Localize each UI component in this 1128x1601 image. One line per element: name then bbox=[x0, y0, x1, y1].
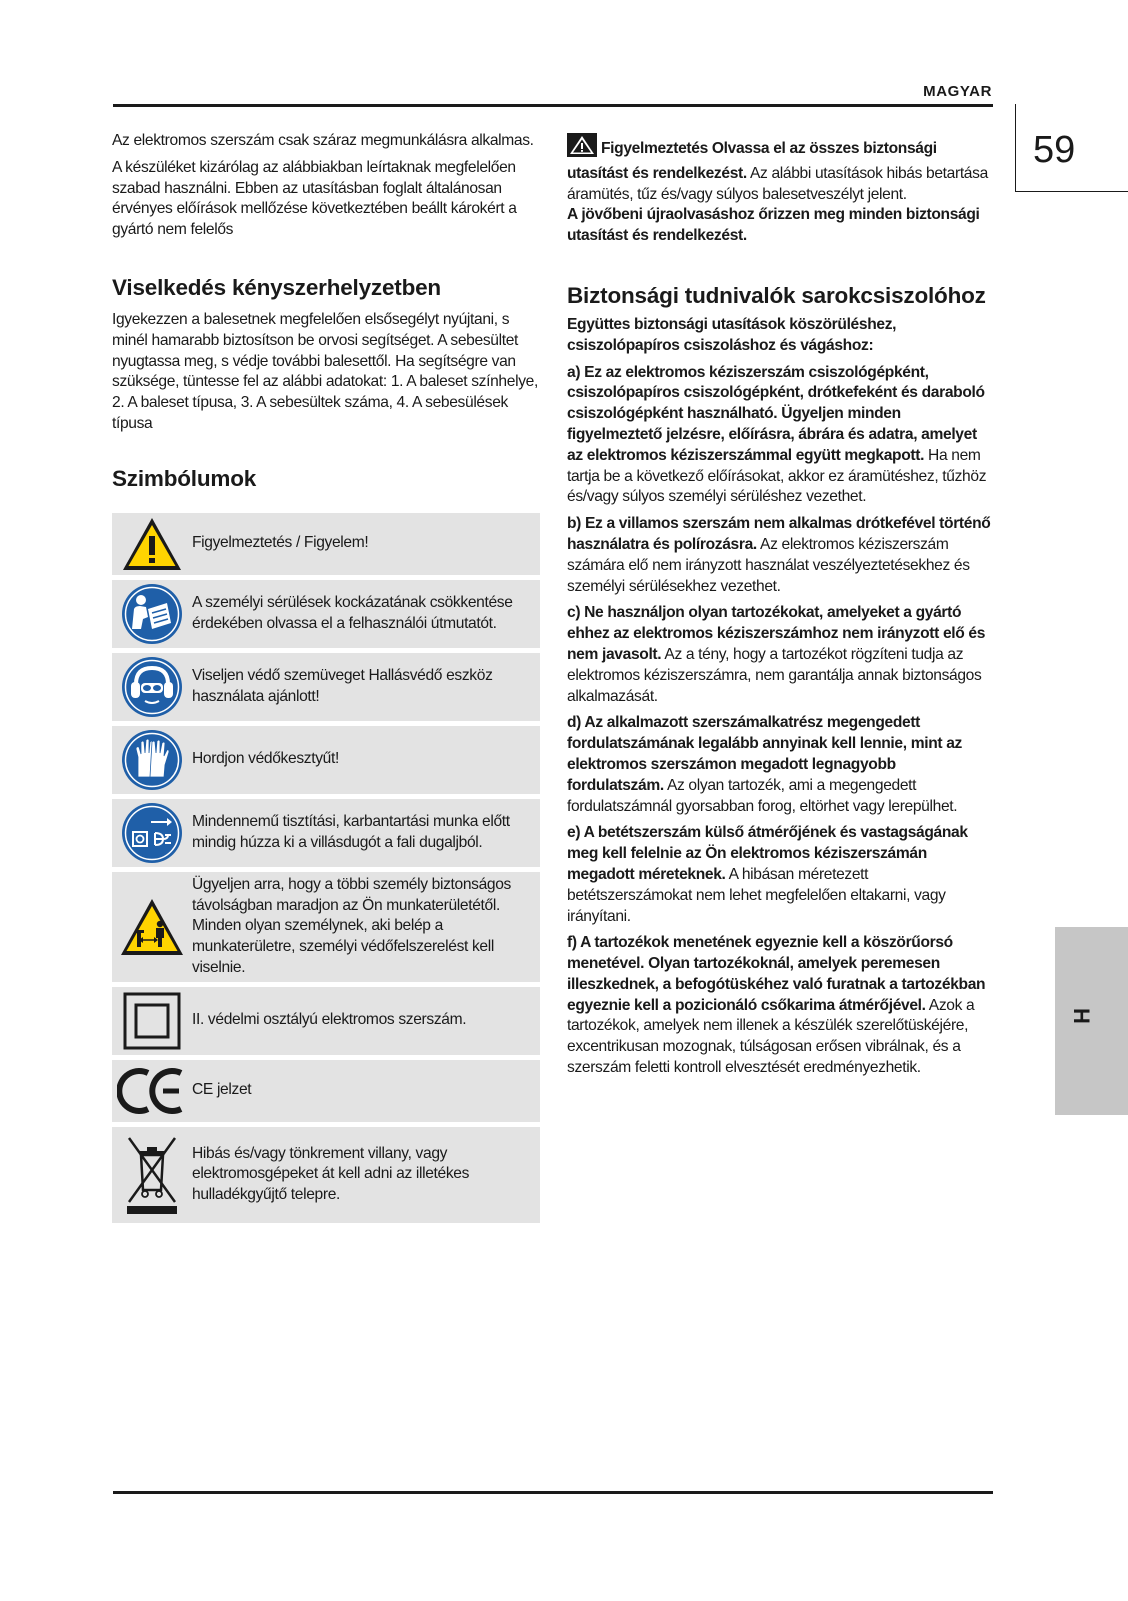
class-ii-icon bbox=[112, 992, 192, 1050]
safety-item: e) A betétszerszám külső átmérőjének és vastagságának meg kell felelnie az Ön elektromos kéziszerszámán megadott méreteknek. A hibásan méretezett betétszerszámokat nem lehet megfelelően eltakarni, vagy irányítani. bbox=[567, 824, 968, 925]
symbols-table bbox=[112, 513, 540, 1223]
symbol-description: Viseljen védő szemüveget Hallásvédő eszköz használata ajánlott! bbox=[192, 667, 493, 705]
symbol-row bbox=[112, 653, 540, 721]
symbol-row bbox=[112, 987, 540, 1055]
safety-item: b) Ez a villamos szerszám nem alkalmas drótkefével történő használatra és polírozásra. Az elektromos kéziszerszám számára elő nem irányzott használat veszélyeztetésekhez és személyi sérülésekhez vezethet. bbox=[567, 515, 991, 595]
emergency-heading: Viselkedés kényszerhelyzetben bbox=[112, 274, 441, 300]
symbol-row bbox=[112, 1060, 540, 1122]
goggles-earmuffs-icon bbox=[112, 656, 192, 718]
warning-triangle-icon bbox=[112, 516, 192, 572]
weee-bin-icon bbox=[112, 1132, 192, 1218]
symbol-row bbox=[112, 872, 540, 982]
right-column bbox=[567, 133, 995, 1079]
intro-paragraph: Az elektromos szerszám csak száraz megmunkálásra alkalmas. bbox=[112, 132, 534, 149]
keep-instructions: A jövőbeni újraolvasáshoz őrizzen meg minden biztonsági utasítást és rendelkezést. bbox=[567, 206, 980, 245]
safety-item: c) Ne használjon olyan tartozékokat, amelyeket a gyártó ehhez az elektromos kéziszerszámhoz nem irányzott elő és nem javasolt. Az a tény, hogy a tartozékot rögzíteni tudja az elektromos kéziszerszámra, nem garantálja annak biztonságos alkalmazását. bbox=[567, 604, 986, 705]
left-column bbox=[112, 131, 540, 1228]
safety-subheading: Együttes biztonsági utasítások köszörüléshez, csiszolópapíros csiszoláshoz és vágáshoz: bbox=[567, 315, 897, 354]
symbols-heading: Szimbólumok bbox=[112, 465, 257, 491]
page-number: 59 bbox=[1033, 129, 1076, 171]
symbol-description: Mindennemű tisztítási, karbantartási munka előtt mindig húzza ki a villásdugót a fali dugaljból. bbox=[192, 813, 510, 851]
unplug-icon bbox=[112, 802, 192, 864]
side-tab-letter: H bbox=[1069, 1008, 1094, 1024]
symbol-row bbox=[112, 726, 540, 794]
symbol-row bbox=[112, 580, 540, 648]
symbol-description: II. védelmi osztályú elektromos szerszám. bbox=[192, 1011, 467, 1029]
header-rule bbox=[113, 104, 993, 107]
read-manual-icon bbox=[112, 583, 192, 645]
warning-box-icon bbox=[567, 133, 597, 164]
emergency-paragraph: Igyekezzen a balesetnek megfelelően elsősegélyt nyújtani, s minél hamarabb biztosítson be orvosi segítséget. A sebesültet nyugtassa meg, s védje további balesettől. Ha segítségre van szüksége, tüntesse fel az alábbi adatokat: 1. A baleset színhelye, 2. A baleset típusa, 3. A sebesültek száma, 4. A sebesülések típusa bbox=[112, 310, 538, 432]
symbol-description: Hordjon védőkesztyűt! bbox=[192, 750, 339, 768]
symbol-row bbox=[112, 799, 540, 867]
symbol-description: Figyelmeztetés / Figyelem! bbox=[192, 534, 369, 552]
symbol-description: A személyi sérülések kockázatának csökkentése érdekében olvassa el a felhasználói útmutatót. bbox=[192, 594, 513, 632]
symbol-row bbox=[112, 1127, 540, 1223]
symbol-description: CE jelzet bbox=[192, 1081, 252, 1099]
safety-item: d) Az alkalmazott szerszámalkatrész megengedett fordulatszámának legalább annyinak kell lennie, mint az elektromos szerszámon megadott legnagyobb fordulatszám. Az olyan tartozék, ami a megengedett fordulatszámnál gyorsabban forog, eltörhet vagy lerepülhet. bbox=[567, 714, 962, 815]
gloves-icon bbox=[112, 729, 192, 791]
intro-paragraph: A készüléket kizárólag az alábbiakban leírtaknak megfelelően szabad használni. Ebben az utasításban foglalt általánosan érvényes előírások mellőzése következtében beállt károkért a gyártó nem felelős bbox=[112, 158, 517, 239]
warning-paragraph bbox=[567, 133, 995, 205]
symbol-description: Hibás és/vagy tönkrement villany, vagy elektromosgépeket át kell adni az illetékes hulladékgyűjtő telepre. bbox=[192, 1144, 470, 1204]
symbol-description: Ügyeljen arra, hogy a többi személy biztonságos távolságban maradjon az Ön munkaterületétől. Minden olyan személynek, aki belép a munkaterületre, személyi védőfelszerelést kell viselnie. bbox=[192, 876, 511, 976]
ce-mark-icon bbox=[112, 1066, 192, 1116]
safety-item: f) A tartozékok menetének egyeznie kell a köszörűorsó menetével. Olyan tartozékoknál, amelyek peremesen illeszkednek, a befogótüskéhez való furatnak a tartozékban egyeznie kell a pozicionáló csőkarima átmérőjével. Azok a tartozékok, amelyek nem illenek a készülék szerelőtüskéjére, excentrikusan mozognak, túlságosan erősen vibrálnak, és a szerszám feletti kontroll elvesztését eredményezhetik. bbox=[567, 934, 986, 1077]
keep-distance-icon bbox=[112, 897, 192, 957]
safety-item: a) Ez az elektromos kéziszerszám csiszológépként, csiszolópapíros csiszológépként, drótkefeként és daraboló csiszológépként használható. Ügyeljen minden figyelmeztető jelzésre, előírásra, ábrára és adatra, amelyet az elektromos kéziszerszámmal együtt megkapott. Ha nem tartja be a következő előírásokat, akkor ez áramütéshez, tűzhöz és/vagy súlyos személyi sérüléshez vezethet. bbox=[567, 363, 987, 506]
safety-heading: Biztonsági tudnivalók sarokcsiszolóhoz bbox=[567, 282, 986, 308]
footer-rule bbox=[113, 1491, 993, 1494]
symbol-row bbox=[112, 513, 540, 575]
warning-text: Az alábbi utasítások hibás betartása áramütés, tűz és/vagy súlyos balesetveszélyt jelent. bbox=[567, 164, 988, 203]
warning-lead: Figyelmeztetés Olvassa el az összes biztonsági utasítást és rendelkezést. bbox=[567, 140, 937, 182]
language-label: MAGYAR bbox=[923, 83, 992, 100]
